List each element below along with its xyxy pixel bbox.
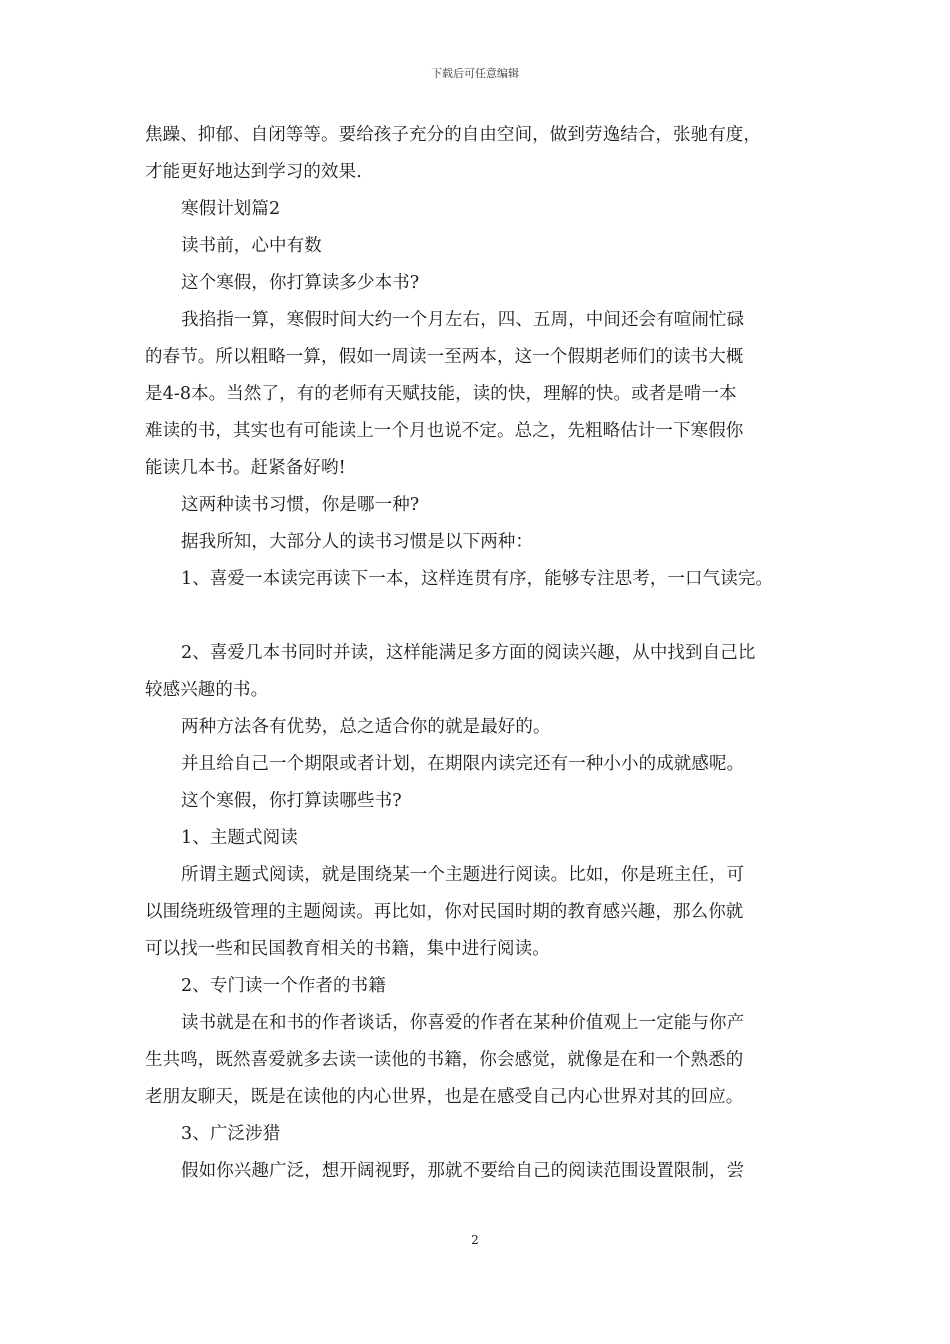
paragraph-line: 难读的书，其实也有可能读上一个月也说不定。总之，先粗略估计一下寒假你: [145, 421, 744, 441]
paragraph-line: 是4-8本。当然了，有的老师有天赋技能，读的快，理解的快。或者是啃一本: [145, 384, 737, 404]
paragraph-line: 读书就是在和书的作者谈话，你喜爱的作者在某种价值观上一定能与你产: [181, 1013, 745, 1033]
paragraph-line: 能读几本书。赶紧备好哟!: [145, 458, 346, 478]
paragraph-line: 我掐指一算，寒假时间大约一个月左右，四、五周，中间还会有喧闹忙碌: [181, 310, 745, 330]
question-line: 这个寒假，你打算读哪些书?: [181, 791, 402, 811]
paragraph-line: 可以找一些和民国教育相关的书籍，集中进行阅读。: [145, 939, 550, 959]
paragraph-line: 假如你兴趣广泛，想开阔视野，那就不要给自己的阅读范围设置限制，尝: [181, 1161, 745, 1181]
section-heading: 寒假计划篇2: [181, 199, 281, 219]
list-heading: 3、广泛涉猎: [181, 1124, 281, 1144]
paragraph-line: 较感兴趣的书。: [145, 680, 269, 700]
paragraph-line: 老朋友聊天，既是在读他的内心世界，也是在感受自己内心世界对其的回应。: [145, 1087, 744, 1107]
paragraph-line: 并且给自己一个期限或者计划，在期限内读完还有一种小小的成就感呢。: [181, 754, 745, 774]
paragraph-line: 生共鸣，既然喜爱就多去读一读他的书籍，你会感觉，就像是在和一个熟悉的: [145, 1050, 744, 1070]
blank-line: [145, 598, 825, 635]
list-heading: 2、专门读一个作者的书籍: [181, 976, 386, 996]
paragraph-line: 据我所知，大部分人的读书习惯是以下两种：: [181, 532, 533, 552]
paragraph-line: 两种方法各有优势，总之适合你的就是最好的。: [181, 717, 551, 737]
question-line: 这两种读书习惯，你是哪一种?: [181, 495, 420, 515]
paragraph-line: 所谓主题式阅读，就是围绕某一个主题进行阅读。比如，你是班主任，可: [181, 865, 745, 885]
page-header: 下载后可任意编辑: [431, 67, 519, 80]
list-item: 2、喜爱几本书同时并读，这样能满足多方面的阅读兴趣，从中找到自己比: [181, 643, 756, 663]
list-item: 1、喜爱一本读完再读下一本，这样连贯有序，能够专注思考，一口气读完。: [181, 569, 774, 589]
subheading: 读书前，心中有数: [181, 236, 322, 256]
page-number: 2: [471, 1233, 479, 1247]
paragraph-line: 才能更好地达到学习的效果.: [145, 162, 362, 182]
paragraph-line: 焦躁、抑郁、自闭等等。要给孩子充分的自由空间，做到劳逸结合，张驰有度，: [145, 125, 761, 145]
question-line: 这个寒假，你打算读多少本书?: [181, 273, 420, 293]
document-body: [145, 117, 825, 1190]
paragraph-line: 的春节。所以粗略一算，假如一周读一至两本，这一个假期老师们的读书大概: [145, 347, 744, 367]
list-heading: 1、主题式阅读: [181, 828, 298, 848]
paragraph-line: 以围绕班级管理的主题阅读。再比如，你对民国时期的教育感兴趣，那么你就: [145, 902, 744, 922]
